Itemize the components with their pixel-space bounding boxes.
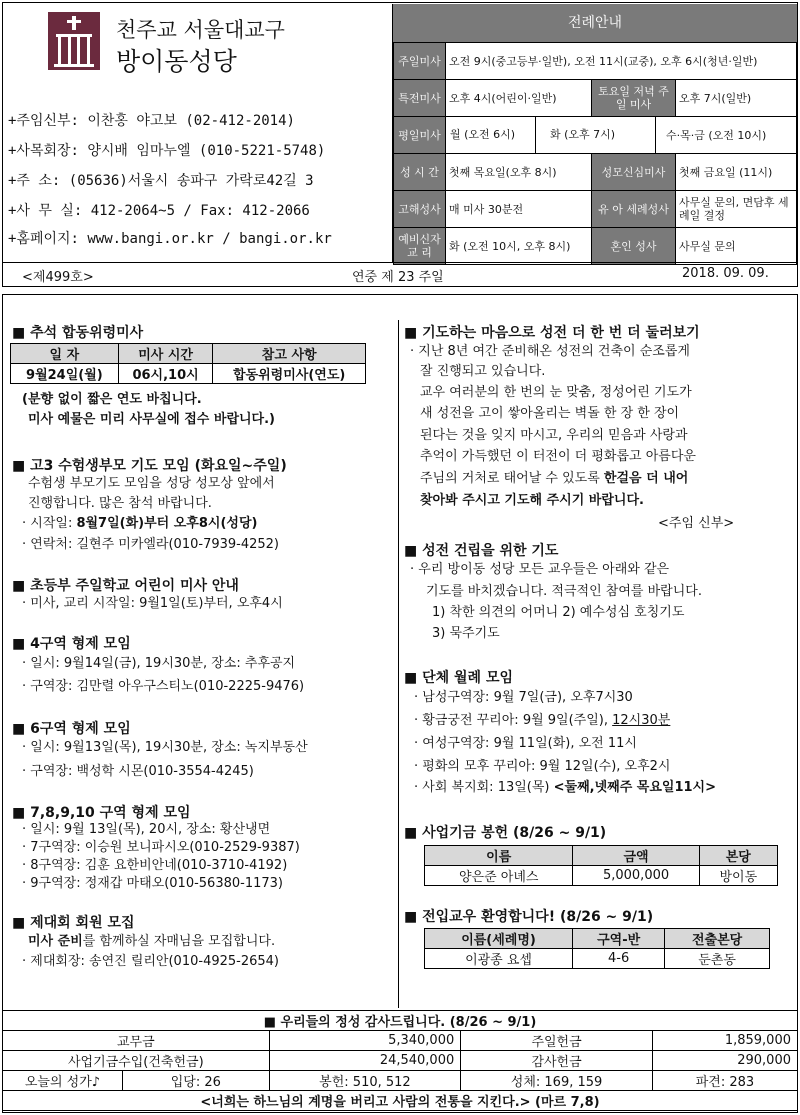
column-divider: [398, 320, 399, 1008]
section-building-fund-title: ■ 사업기금 봉헌 (8/26 ~ 9/1): [404, 825, 607, 841]
exam-parents-line-2: 진행합니다. 많은 참석 바랍니다.: [28, 496, 212, 511]
district7-10-time: · 일시: 9월 13일(목), 20시, 장소: 황산냉면: [22, 822, 271, 837]
district9-leader: · 9구역장: 정재갑 마태오(010-56380-1173): [22, 876, 283, 891]
prayer-line-3: 1) 착한 의견의 어머니 2) 예수성심 호칭기도: [432, 605, 685, 620]
gospel-verse: <너희는 하느님의 계명을 버리고 사람의 전통을 지킨다.> (마르 7,8): [3, 1091, 798, 1111]
district6-time: · 일시: 9월13일(목), 19시30분, 장소: 녹지부동산: [22, 740, 308, 755]
issue-number: <제499호>: [22, 270, 94, 285]
visit-line-3: 교우 여러분의 한 번의 눈 맞춤, 정성어린 기도가: [420, 385, 692, 400]
chuseok-mass-table: [10, 343, 366, 384]
wedding-info: 사무실 문의: [676, 228, 797, 265]
newcomer-col-name: 이름(세례명): [425, 929, 573, 949]
section-district4-title: ■ 4구역 형제 모임: [12, 636, 131, 652]
tithe-label: 교무금: [3, 1031, 270, 1051]
meeting-line-4: · 평화의 모후 꾸리아: 9월 12일(수), 오후2시: [414, 759, 671, 774]
thanksgiving-label: 감사헌금: [461, 1051, 653, 1071]
section-children-mass-title: ■ 초등부 주일학교 어린이 미사 안내: [12, 578, 239, 594]
issue-date: 2018. 09. 09.: [682, 266, 769, 281]
visit-line-6: 추억이 가득했던 이 터전이 더 평화롭고 아름다운: [420, 449, 696, 464]
fund-col-amount: 금액: [573, 846, 699, 866]
meeting-line-3: · 여성구역장: 9월 11일(화), 오전 11시: [414, 736, 637, 751]
meeting-line-5-note: <둘째,넷째주 목요일11시>: [553, 780, 717, 795]
newcomer-cell-name: 이광종 요셉: [425, 949, 573, 969]
fund-cell-name: 양은준 아녜스: [425, 866, 573, 886]
section-monthly-meetings-title: ■ 단체 월례 모임: [404, 670, 513, 686]
newcomer-cell-parish: 둔촌동: [665, 949, 770, 969]
offerings-section: [2, 1010, 798, 1113]
visit-signature: <주임 신부>: [658, 516, 735, 531]
hymns-label: 오늘의 성가♪: [3, 1071, 123, 1091]
diocese-name: 천주교 서울대교구: [116, 18, 285, 42]
cell-time: 06시,10시: [118, 364, 213, 384]
fund-col-name: 이름: [425, 846, 573, 866]
district7-leader: · 7구역장: 이승원 보니파시오(010-2529-9387): [22, 840, 300, 855]
sunday-collection-amount: 1,859,000: [652, 1031, 797, 1051]
weekday-tue: 화 (오후 7시): [536, 117, 656, 153]
section-construction-prayer-title: ■ 성전 건립을 위한 기도: [404, 543, 559, 559]
prayer-line-1: · 우리 방이동 성당 모든 교우들은 아래와 같은: [410, 562, 670, 577]
meeting-line-2-time: 12시30분: [612, 713, 671, 728]
visit-line-2: 잘 진행되고 있습니다.: [420, 364, 546, 379]
building-fund-table: [424, 845, 778, 886]
col-time: 미사 시간: [118, 344, 213, 364]
address-info: +주 소: (05636)서울시 송파구 가락로42길 3: [8, 173, 314, 189]
altar-guild-contact: · 제대회장: 송연진 릴리안(010-4925-2654): [22, 954, 279, 969]
chuseok-note-1: (분향 없이 짧은 연도 바칩니다.: [22, 392, 202, 407]
visit-line-4: 새 성전을 고이 쌓아올리는 벽돌 한 장 한 장이: [420, 406, 680, 421]
fund-col-parish: 본당: [699, 846, 777, 866]
hymn-entrance: 입당: 26: [123, 1071, 270, 1091]
visit-line-7-text: 주님의 거처로 태어날 수 있도록: [420, 471, 604, 486]
saturday-mass-times: 오후 7시(일반): [676, 80, 797, 117]
sunday-collection-label: 주일헌금: [461, 1031, 653, 1051]
district6-leader: · 구역장: 백성학 시몬(010-3554-4245): [22, 764, 254, 779]
visit-line-1: · 지난 8년 여간 준비해온 성전의 건축이 순조롭게: [410, 344, 690, 359]
offerings-title: ■ 우리들의 정성 감사드립니다. (8/26 ~ 9/1): [3, 1011, 798, 1031]
building-income-label: 사업기금수입(건축헌금): [3, 1051, 270, 1071]
newcomer-col-parish: 전출본당: [665, 929, 770, 949]
altar-guild-line-1: [28, 932, 275, 952]
meeting-line-2: [414, 711, 670, 731]
homepage-info: +홈페이지: www.bangi.or.kr / bangi.or.kr: [8, 231, 332, 247]
chuseok-note-2: 미사 예물은 미리 사무실에 접수 바랍니다.): [28, 412, 275, 427]
thanksgiving-amount: 290,000: [652, 1051, 797, 1071]
col-note: 참고 사항: [213, 344, 366, 364]
exam-start-value: 8월7일(화)부터 오후8시(성당): [76, 516, 258, 531]
new-parishioners-table: [424, 928, 770, 969]
cell-date: 9월24일(월): [11, 364, 119, 384]
liturgy-schedule: [392, 4, 796, 262]
section-chuseok-mass-title: ■ 추석 합동위령미사: [12, 325, 144, 341]
district4-leader: · 구역장: 김만렬 아우구스티노(010-2225-9476): [22, 679, 305, 694]
section-new-parishioners-title: ■ 전입교우 환영합니다! (8/26 ~ 9/1): [404, 909, 654, 925]
district4-time: · 일시: 9월14일(금), 19시30분, 장소: 추후공지: [22, 656, 296, 671]
office-info: +사 무 실: 412-2064~5 / Fax: 412-2066: [8, 203, 310, 219]
district8-leader: · 8구역장: 김훈 요한비안네(010-3710-4192): [22, 858, 288, 873]
fund-cell-amount: 5,000,000: [573, 866, 699, 886]
section-district6-title: ■ 6구역 형제 모임: [12, 721, 131, 737]
prayer-line-2: 기도를 바치겠습니다. 적극적인 참여를 바랍니다.: [426, 584, 702, 599]
section-exam-parents-title: ■ 고3 수험생부모 기도 모임 (화요일~주일): [12, 458, 287, 474]
catechumen-times: 화 (오전 10시, 오후 8시): [446, 228, 592, 265]
confession-label: 고해성사: [394, 191, 446, 228]
visit-line-7-emphasis: 한걸음 더 내어: [603, 471, 689, 486]
tithe-amount: 5,340,000: [269, 1031, 461, 1051]
special-mass-times: 오후 4시(어린이·일반): [446, 80, 592, 117]
church-logo-icon: [48, 12, 100, 70]
section-altar-guild-title: ■ 제대회 회원 모집: [12, 915, 135, 931]
devotion-mass-label: 성모신심미사: [592, 154, 676, 191]
hymn-offertory: 봉헌: 510, 512: [269, 1071, 461, 1091]
holy-hour-label: 성 시 간: [394, 154, 446, 191]
fund-cell-parish: 방이동: [699, 866, 777, 886]
confession-time: 매 미사 30분전: [446, 191, 592, 228]
weekday-mass-label: 평일미사: [394, 117, 446, 154]
weekday-mon: 월 (오전 6시): [446, 117, 536, 153]
visit-line-7: [420, 469, 688, 489]
altar-guild-text: 를 함께하실 자매님을 모집합니다.: [82, 934, 276, 949]
issue-bar: [2, 262, 798, 286]
meeting-line-1: · 남성구역장: 9월 7일(금), 오후7시30: [414, 690, 633, 705]
offerings-table: [2, 1010, 798, 1111]
devotion-mass-time: 첫째 금요일 (11시): [676, 154, 797, 191]
visit-line-5: 된다는 것을 잊지 마시고, 우리의 믿음과 사랑과: [420, 428, 688, 443]
saturday-mass-label: 토요일 저녁 주일 미사: [592, 80, 676, 117]
infant-baptism-label: 유 아 세례성사: [592, 191, 676, 228]
pastor-info: +주임신부: 이찬홍 야고보 (02-412-2014): [8, 113, 295, 129]
section-new-church-visit-title: ■ 기도하는 마음으로 성전 더 한 번 더 둘러보기: [404, 325, 700, 341]
wedding-label: 혼인 성사: [592, 228, 676, 265]
col-date: 일 자: [11, 344, 119, 364]
sunday-mass-times: 오전 9시(중고등부·일반), 오전 11시(교중), 오후 6시(청년·일반): [446, 43, 797, 80]
hymn-dismissal: 파견: 283: [652, 1071, 797, 1091]
newcomer-col-district: 구역-반: [573, 929, 665, 949]
prayer-line-4: 3) 묵주기도: [432, 626, 500, 641]
visit-line-8: 찾아봐 주시고 기도해 주시기 바랍니다.: [420, 493, 644, 508]
exam-parents-contact: · 연락처: 길현주 미카엘라(010-7939-4252): [22, 537, 279, 552]
section-district7-10-title: ■ 7,8,9,10 구역 형제 모임: [12, 805, 191, 821]
altar-guild-emphasis: 미사 준비: [28, 934, 83, 949]
weekday-wed-fri: 수·목·금 (오전 10시): [666, 128, 767, 142]
meeting-line-2-text: · 황금궁전 꾸리아: 9월 9일(주일),: [414, 713, 613, 728]
meeting-line-5: [414, 778, 716, 798]
liturgical-week: 연중 제 23 주일: [352, 270, 444, 285]
infant-baptism-info: 사무실 문의, 면담후 세례일 결정: [676, 191, 797, 228]
exam-parents-line-3: [22, 514, 257, 534]
special-mass-label: 특전미사: [394, 80, 446, 117]
parish-name: 방이동성당: [116, 47, 237, 76]
catechumen-label: 예비신자 교 리: [394, 228, 446, 265]
schedule-title: 전례안내: [393, 4, 797, 42]
exam-start-label: · 시작일:: [22, 516, 77, 531]
council-president-info: +사목회장: 양시배 임마누엘 (010-5221-5748): [8, 143, 326, 159]
holy-hour-time: 첫째 목요일(오후 8시): [446, 154, 592, 191]
hymn-communion: 성체: 169, 159: [461, 1071, 653, 1091]
meeting-line-5-text: · 사회 복지회: 13일(목): [414, 780, 554, 795]
exam-parents-line-1: 수험생 부모기도 모임을 성당 성모상 앞에서: [28, 476, 275, 491]
sunday-mass-label: 주일미사: [394, 43, 446, 80]
children-mass-line: · 미사, 교리 시작일: 9월1일(토)부터, 오후4시: [22, 596, 283, 611]
schedule-table: [393, 42, 797, 265]
cell-note: 합동위령미사(연도): [213, 364, 366, 384]
building-income-amount: 24,540,000: [269, 1051, 461, 1071]
newcomer-cell-district: 4-6: [573, 949, 665, 969]
